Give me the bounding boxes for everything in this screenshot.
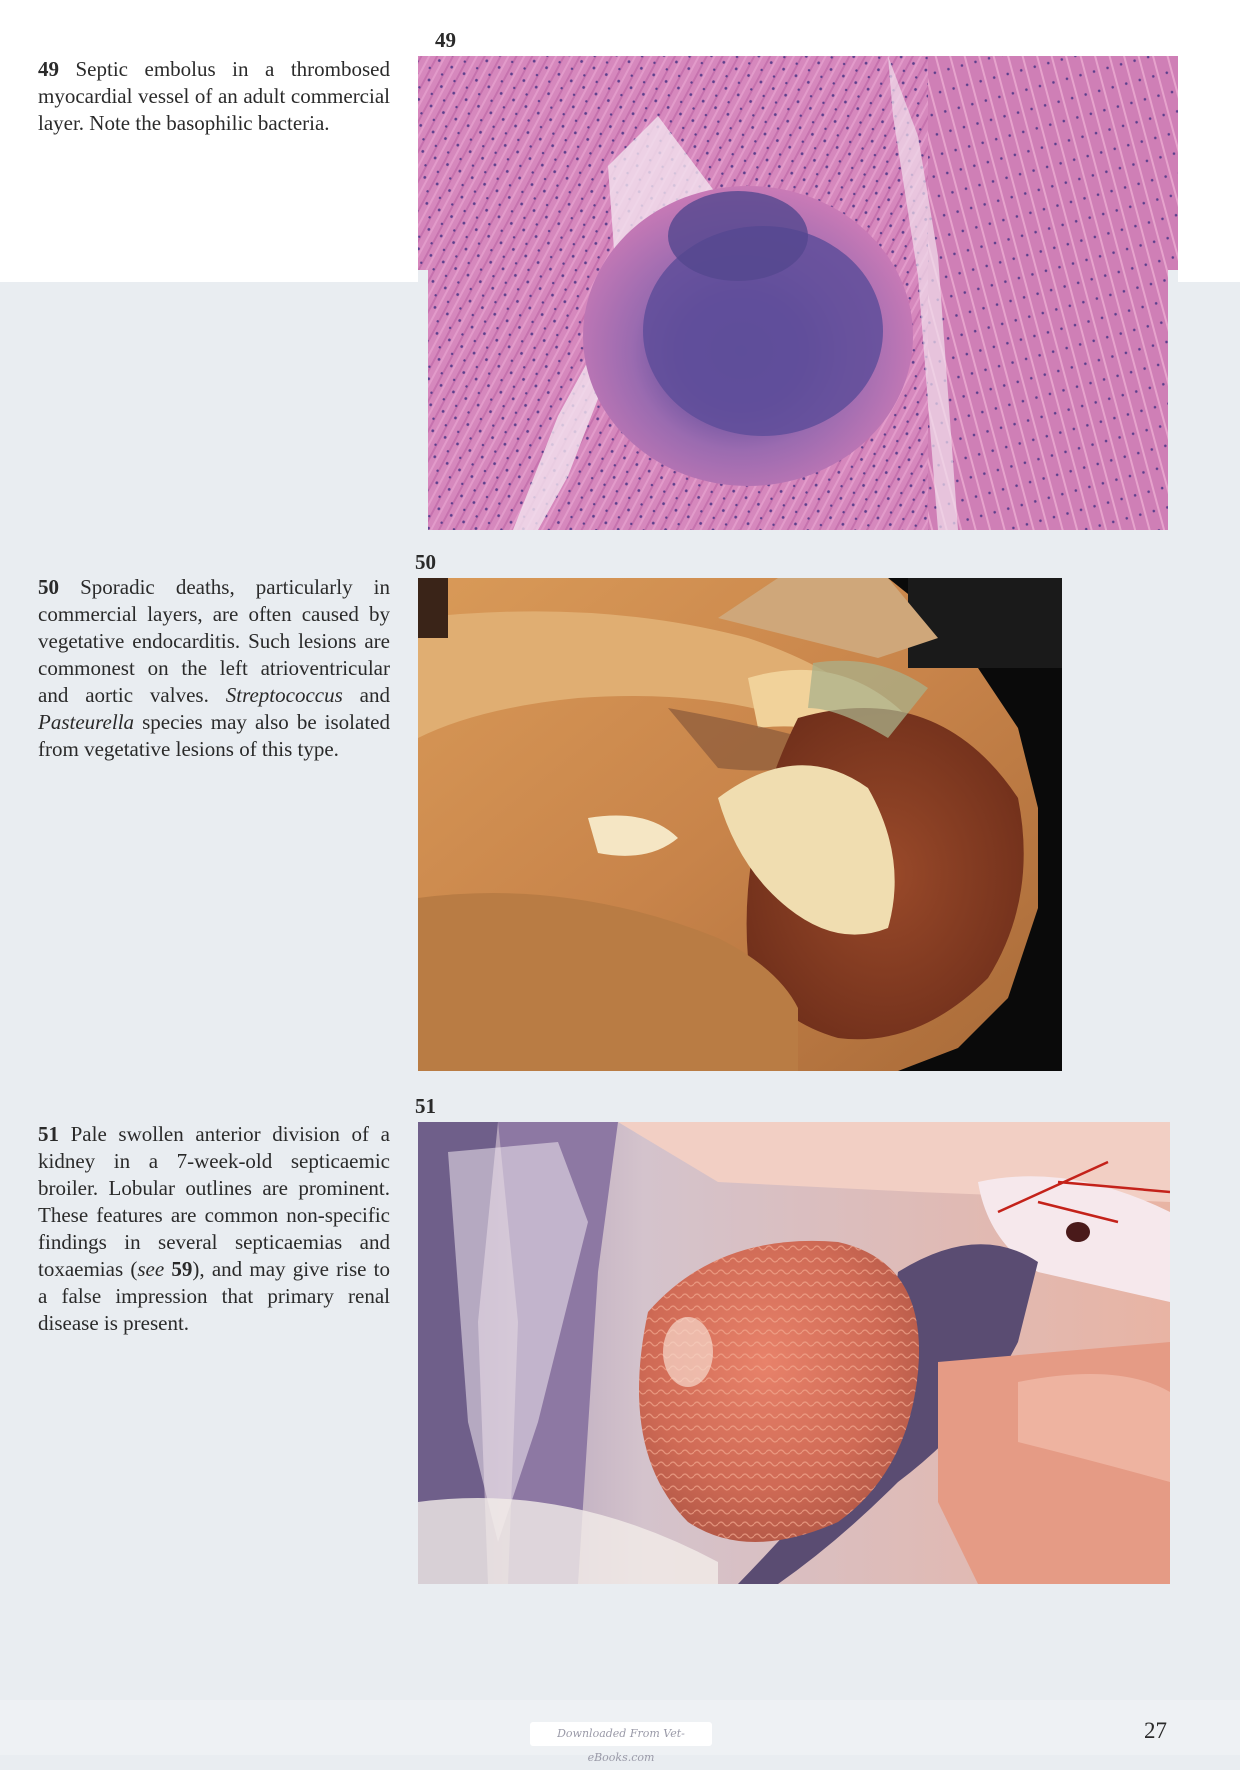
caption-segment: 49 [38, 57, 59, 81]
caption-segment: Streptococcus [225, 683, 343, 707]
caption-segment: 50 [38, 575, 59, 599]
figure-49-image [418, 56, 1178, 530]
caption-segment: Septic embolus in a thrombosed myocardial vessel of an adult commercial layer. Note the basophilic bacteria. [38, 57, 390, 135]
figure-51-number: 51 [415, 1094, 436, 1118]
figure-50-caption [38, 574, 390, 763]
figure-51-image [418, 1122, 1170, 1584]
watermark: Downloaded From Vet-eBooks.com [530, 1722, 712, 1746]
caption-segment: Sporadic deaths, particularly in commercial layers, are often caused by vegetative endocarditis. Such lesions are commonest on the left atrioventricular and aortic valves. [38, 575, 390, 707]
figure-49-caption [38, 56, 390, 137]
caption-segment: 59 [171, 1257, 193, 1281]
figure-50-image [418, 578, 1062, 1071]
figure-49-number: 49 [435, 28, 456, 52]
caption-segment: and [342, 683, 390, 707]
page-number: 27 [1144, 1718, 1167, 1743]
caption-segment: 51 [38, 1122, 59, 1146]
caption-segment: Pasteurella [38, 710, 135, 734]
caption-segment: Pale swollen anterior division of a kidney in a 7-week-old septicaemic broiler. Lobular outlines are prominent. These features are common non-specific findings in several septicaemias and toxaemias ( [38, 1122, 390, 1281]
figure-50-number: 50 [415, 550, 436, 574]
figure-51-caption [38, 1121, 390, 1337]
caption-segment: ), and may give rise to a false impression that primary renal disease is present. [38, 1257, 391, 1335]
caption-segment: see [137, 1257, 165, 1281]
caption-segment: species may also be isolated from vegetative lesions of this type. [38, 710, 390, 761]
